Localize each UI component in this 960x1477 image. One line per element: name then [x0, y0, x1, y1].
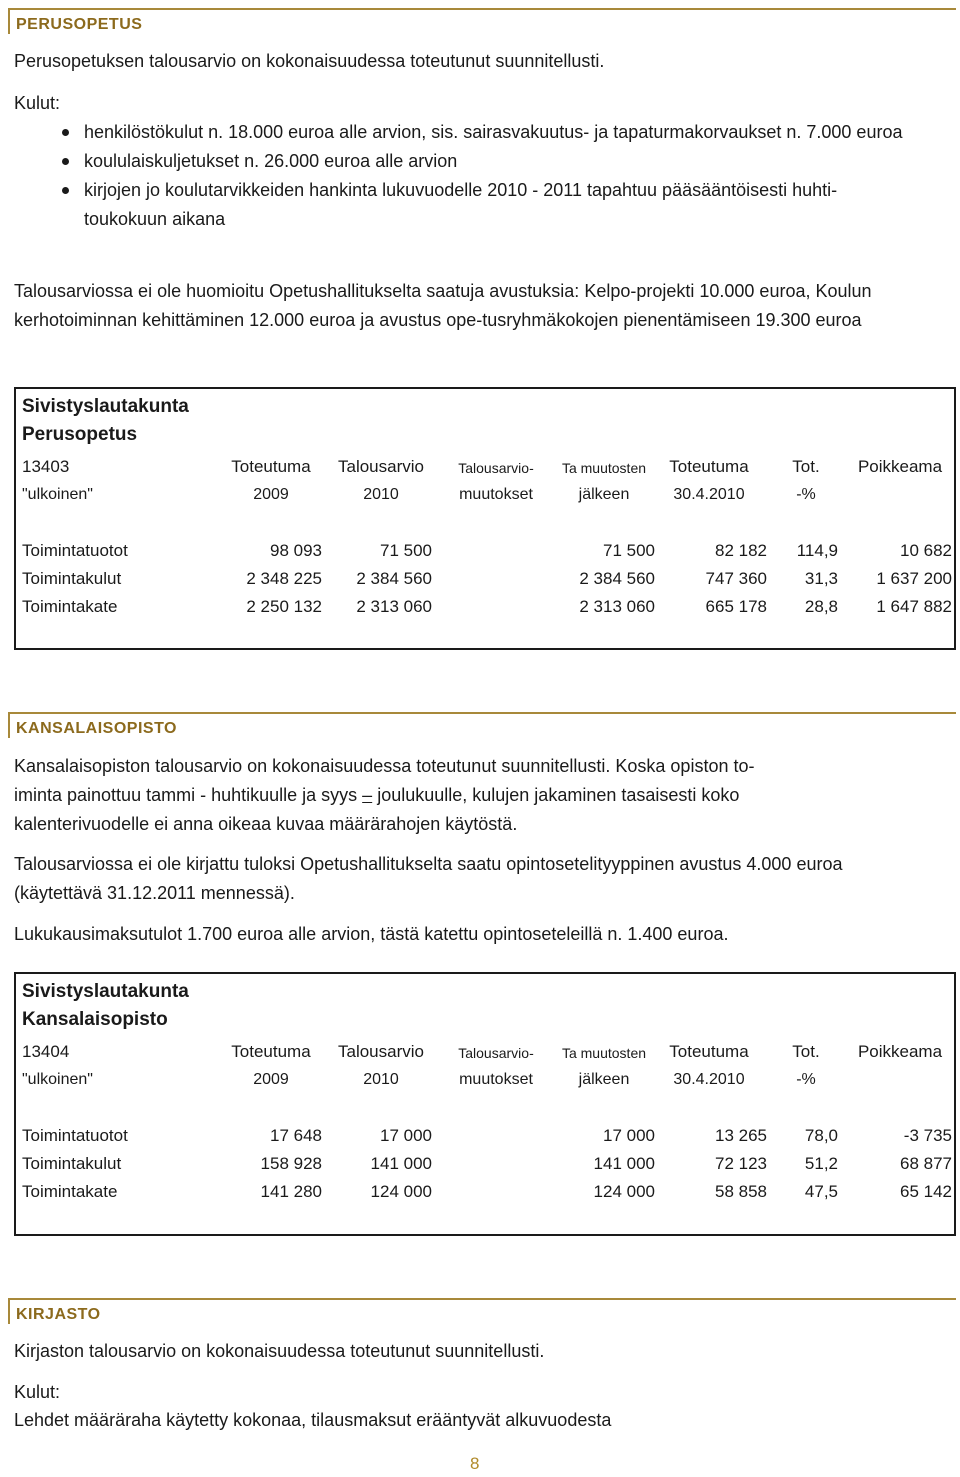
account-code: 13404: [22, 1042, 70, 1061]
col-header: Talousarvio-: [458, 1045, 534, 1061]
cell-talousarvio-2010: 2 384 560: [356, 569, 432, 588]
underlined-dash: –: [362, 785, 373, 805]
cell-toteutuma-30-4: 58 858: [715, 1182, 767, 1201]
text-line: kalenterivuodelle ei anna oikeaa kuvaa määrärahojen käytöstä.: [14, 814, 518, 834]
table-subtitle: Kansalaisopisto: [22, 1009, 168, 1030]
perusopetus-grants-note: Talousarviossa ei ole huomioitu Opetushallitukselta saatuja avustuksia: Kelpo-projekti 10.000 euroa, Koulun kerhotoiminnan kehittäminen 12.000 euroa ja avustus ope-tusryhmäkokojen pienentämiseen 19.300 euroa: [14, 281, 872, 330]
col-subheader: 2010: [363, 1071, 399, 1088]
col-header: Tot.: [792, 1042, 820, 1061]
col-subheader: jälkeen: [578, 1071, 630, 1088]
col-subheader: 30.4.2010: [673, 1071, 745, 1088]
list-item: kirjojen jo koulutarvikkeiden hankinta lukuvuodelle 2010 - 2011 tapahtuu pääsääntöisesti huhti-toukokuun aikana: [14, 176, 914, 234]
col-header: Tot.: [792, 457, 820, 476]
cell-talousarvio-2010: 124 000: [370, 1182, 432, 1201]
cell-toteutuma-2009: 141 280: [260, 1182, 322, 1201]
kirjasto-line: Lehdet määräraha käytetty kokonaa, tilausmaksut erääntyvät alkuvuodesta: [14, 1410, 612, 1430]
row-label: Toimintatuotot: [22, 541, 128, 560]
row-label: Toimintakate: [22, 1182, 118, 1201]
cell-toteutuma-30-4: 13 265: [715, 1126, 767, 1145]
account-type: "ulkoinen": [22, 1071, 93, 1088]
col-header: Talousarvio: [338, 457, 424, 476]
cell-toteutuma-2009: 2 250 132: [246, 597, 322, 616]
cell-toteutuma-2009: 98 093: [270, 541, 322, 560]
col-subheader: muutokset: [459, 486, 533, 503]
list-item: koululaiskuljetukset n. 26.000 euroa alle arvion: [14, 147, 914, 176]
kansalaisopisto-paragraph-3: Lukukausimaksutulot 1.700 euroa alle arvion, tästä katettu opintoseteleillä n. 1.400 euroa.: [14, 924, 729, 944]
cell-tot-percent: 31,3: [804, 569, 838, 588]
cell-toteutuma-30-4: 747 360: [705, 569, 767, 588]
cell-ta-muutosten-jalkeen: 141 000: [593, 1154, 655, 1173]
cell-poikkeama: -3 735: [903, 1126, 952, 1145]
cell-talousarvio-2010: 17 000: [380, 1126, 432, 1145]
col-header: Toteutuma: [231, 1042, 311, 1061]
kirjasto-intro: Kirjaston talousarvio on kokonaisuudessa toteutunut suunnitellusti.: [14, 1341, 545, 1361]
cell-tot-percent: 114,9: [796, 541, 838, 560]
col-subheader: 2009: [253, 486, 289, 503]
section-title: PERUSOPETUS: [16, 16, 143, 33]
cell-ta-muutosten-jalkeen: 2 313 060: [579, 597, 655, 616]
cell-talousarvio-2010: 141 000: [370, 1154, 432, 1173]
row-label: Toimintakate: [22, 597, 118, 616]
account-type: "ulkoinen": [22, 486, 93, 503]
col-header: Talousarvio-: [458, 460, 534, 476]
row-label: Toimintakulut: [22, 569, 122, 588]
kansalaisopisto-paragraph-2: Talousarviossa ei ole kirjattu tuloksi Opetushallitukselta saatu opintosetelityyppinen avustus 4.000 euroa (käytettävä 31.12.2011 mennessä).: [14, 854, 843, 903]
list-item: henkilöstökulut n. 18.000 euroa alle arvion, sis. sairasvakuutus- ja tapaturmakorvaukset n. 7.000 euroa: [14, 118, 914, 147]
cell-ta-muutosten-jalkeen: 2 384 560: [579, 569, 655, 588]
col-header: Toteutuma: [231, 457, 311, 476]
section-heading-kansalaisopisto: [8, 712, 956, 738]
cell-poikkeama: 10 682: [900, 541, 952, 560]
cell-ta-muutosten-jalkeen: 17 000: [603, 1126, 655, 1145]
col-subheader: 2010: [363, 486, 399, 503]
cell-poikkeama: 1 637 200: [876, 569, 952, 588]
section-heading-perusopetus: [8, 8, 956, 34]
kirjasto-kulut-label: Kulut:: [14, 1382, 61, 1402]
cell-tot-percent: 47,5: [804, 1182, 838, 1201]
cell-poikkeama: 1 647 882: [876, 597, 952, 616]
perusopetus-kulut-label: Kulut:: [14, 93, 61, 113]
col-header: Poikkeama: [857, 1042, 943, 1061]
section-title: KANSALAISOPISTO: [16, 720, 177, 737]
cell-toteutuma-2009: 17 648: [270, 1126, 322, 1145]
cell-talousarvio-2010: 71 500: [380, 541, 432, 560]
col-subheader: -%: [796, 1071, 816, 1088]
cell-toteutuma-30-4: 82 182: [715, 541, 767, 560]
cell-tot-percent: 78,0: [804, 1126, 838, 1145]
row-label: Toimintakulut: [22, 1154, 122, 1173]
table-title: Sivistyslautakunta: [22, 981, 189, 1002]
cell-ta-muutosten-jalkeen: 71 500: [603, 541, 655, 560]
col-header: Poikkeama: [857, 457, 943, 476]
cell-toteutuma-2009: 2 348 225: [246, 569, 322, 588]
section-heading-kirjasto: [8, 1298, 956, 1324]
col-subheader: 2009: [253, 1071, 289, 1088]
cell-talousarvio-2010: 2 313 060: [356, 597, 432, 616]
col-subheader: muutokset: [459, 1071, 533, 1088]
account-code: 13403: [22, 457, 70, 476]
col-header: Ta muutosten: [561, 1045, 647, 1061]
page-number: 8: [470, 1454, 480, 1473]
col-subheader: 30.4.2010: [673, 486, 745, 503]
cell-tot-percent: 28,8: [804, 597, 838, 616]
col-subheader: -%: [796, 486, 816, 503]
cell-toteutuma-30-4: 665 178: [705, 597, 767, 616]
cell-toteutuma-30-4: 72 123: [715, 1154, 767, 1173]
perusopetus-intro: Perusopetuksen talousarvio on kokonaisuudessa toteutunut suunnitellusti.: [14, 51, 605, 71]
col-header: Toteutuma: [669, 1042, 749, 1061]
col-subheader: jälkeen: [578, 486, 630, 503]
text-line: iminta painottuu tammi - huhtikuulle ja syys – joulukuulle, kulujen jakaminen tasaisesti koko: [14, 785, 740, 805]
row-label: Toimintatuotot: [22, 1126, 128, 1145]
cell-poikkeama: 68 877: [900, 1154, 952, 1173]
cell-ta-muutosten-jalkeen: 124 000: [593, 1182, 655, 1201]
section-title: KIRJASTO: [16, 1306, 101, 1323]
perusopetus-bullet-list: [14, 118, 914, 234]
cell-poikkeama: 65 142: [900, 1182, 952, 1201]
kansalaisopisto-paragraph-1: [14, 752, 944, 839]
table-title: Sivistyslautakunta: [22, 396, 189, 417]
budget-table-kansalaisopisto: [14, 972, 956, 1236]
cell-tot-percent: 51,2: [804, 1154, 838, 1173]
cell-toteutuma-2009: 158 928: [260, 1154, 322, 1173]
col-header: Talousarvio: [338, 1042, 424, 1061]
col-header: Ta muutosten: [561, 460, 647, 476]
col-header: Toteutuma: [669, 457, 749, 476]
budget-table-perusopetus: [14, 387, 956, 650]
text-line: Kansalaisopiston talousarvio on kokonaisuudessa toteutunut suunnitellusti. Koska opiston to-: [14, 756, 755, 776]
table-subtitle: Perusopetus: [22, 424, 138, 445]
